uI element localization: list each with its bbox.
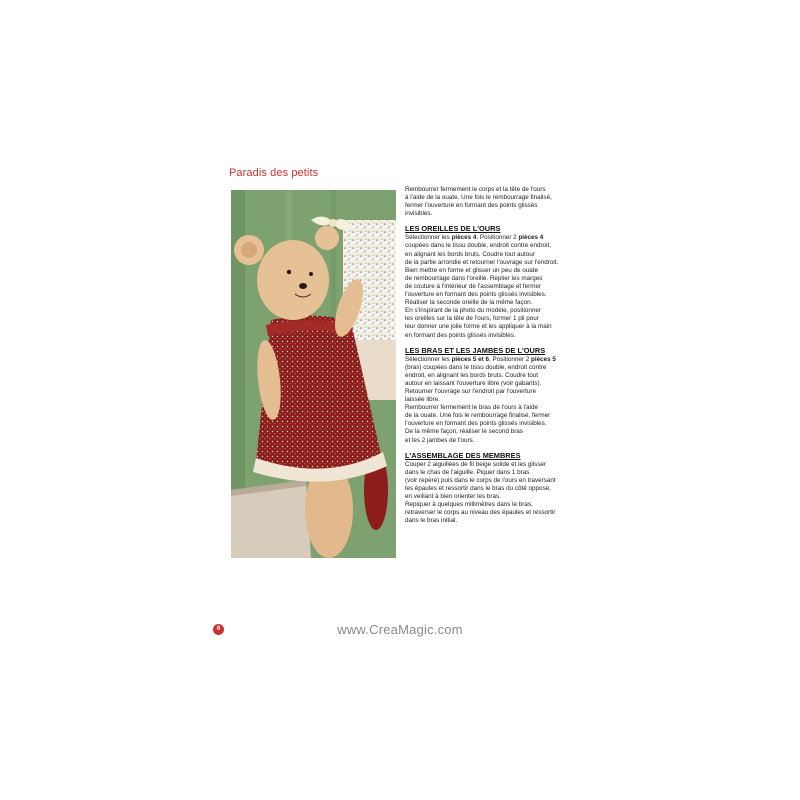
- paragraph-line: Repiquer à quelques millimètres dans le bras,: [405, 501, 533, 509]
- instructions-column: [405, 186, 575, 525]
- paragraph-line: dans le chas de l'aiguille. Piquer dans 1 bras: [405, 468, 530, 476]
- paragraph-line: en veillant à bien orienter les bras.: [405, 493, 501, 500]
- paragraph-line: Couper 2 aiguillées de fil beige solide et les glisser: [405, 460, 547, 468]
- section-title: L'ASSEMBLAGE DES MEMBRES: [405, 450, 521, 460]
- intro-line: fermer l'ouverture en formant des points glissés: [405, 202, 538, 210]
- paragraph-line: de la ouate. Une fois le rembourrage finalisé, fermer: [405, 412, 551, 420]
- section-ears: [405, 224, 575, 339]
- paragraph-line: (voir repère) puis dans le corps de l'ours en traversant: [405, 476, 556, 484]
- paragraph-line: Bien mettre en forme et glisser un peu de ouate: [405, 266, 539, 274]
- paragraph-line: retraverser le corps au niveau des épaules et ressortir: [405, 509, 556, 517]
- paragraph-line: Retourner l'ouvrage sur l'endroit par l'ouverture: [405, 387, 537, 395]
- section-title: LES OREILLES DE L'OURS: [405, 224, 501, 234]
- paragraph-line: Rembourrer fermement le bras de l'ours à l'aide: [405, 404, 538, 412]
- paragraph-line: de la partie arrondie et retourner l'ouvrage sur l'endroit.: [405, 258, 559, 266]
- paragraph-line: autour en laissant l'ouverture libre (voir gabarits).: [405, 379, 542, 387]
- paragraph-line: les oreilles sur la tête de l'ours, former 1 pli pour: [405, 315, 539, 323]
- paragraph-line: (bras) coupées dans le tissu double, endroit contre: [405, 363, 547, 371]
- paragraph-line: Réaliser la seconde oreille de la même façon.: [405, 299, 533, 307]
- section-title: LES BRAS ET LES JAMBES DE L'OURS: [405, 345, 546, 355]
- teddy-bear-photo: [231, 190, 396, 558]
- section-assembly: [405, 451, 575, 526]
- intro-line: invisibles.: [405, 210, 433, 218]
- section-arms-legs: [405, 346, 575, 445]
- paragraph-line: de rembourrage dans l'oreille. Replier les marges: [405, 274, 543, 282]
- paragraph-line: en formant des points glissés invisibles.: [405, 331, 516, 339]
- watermark-text: www.CreaMagic.com: [337, 622, 463, 637]
- intro-line: Rembourrer fermement le corps et la tête de l'ours: [405, 186, 546, 193]
- paragraph-line: Sélectionner les pièces 4. Positionner 2 pièces 4: [405, 234, 544, 242]
- paragraph-line: l'ouverture en formant des points glissés invisibles.: [405, 420, 547, 428]
- paragraph-line: et les 2 jambes de l'ours.: [405, 436, 475, 444]
- paragraph-line: En s'inspirant de la photo du modèle, positionner: [405, 307, 541, 315]
- paragraph-line: endroit, en alignant les bords bruts. Coudre tout: [405, 371, 539, 379]
- page-number-badge: 6: [213, 624, 224, 635]
- paragraph-line: leur donner une jolie forme et les appliquer à la main: [405, 323, 552, 331]
- page-header-title: Paradis des petits: [229, 167, 319, 179]
- paragraph-line: De la même façon, réaliser le second bras: [405, 428, 523, 436]
- paragraph-line: de couture à l'intérieur de l'assemblage et fermer: [405, 282, 542, 290]
- paragraph-line: Sélectionner les pièces 5 et 6. Positionner 2 pièces 5: [405, 355, 556, 363]
- paragraph-line: les épaules et ressortir dans le bras du côté opposé,: [405, 484, 551, 492]
- paragraph-line: l'ouverture en formant des points glissés invisibles.: [405, 291, 547, 299]
- paragraph-line: laissée libre.: [405, 396, 440, 404]
- intro-line: à l'aide de la ouate. Une fois le rembourrage finalisé,: [405, 194, 552, 202]
- paragraph-line: coupées dans le tissu double, endroit contre endroit,: [405, 242, 551, 250]
- paragraph-line: dans le bras initial.: [405, 517, 458, 525]
- paragraph-line: en alignant les bords bruts. Coudre tout autour: [405, 250, 535, 258]
